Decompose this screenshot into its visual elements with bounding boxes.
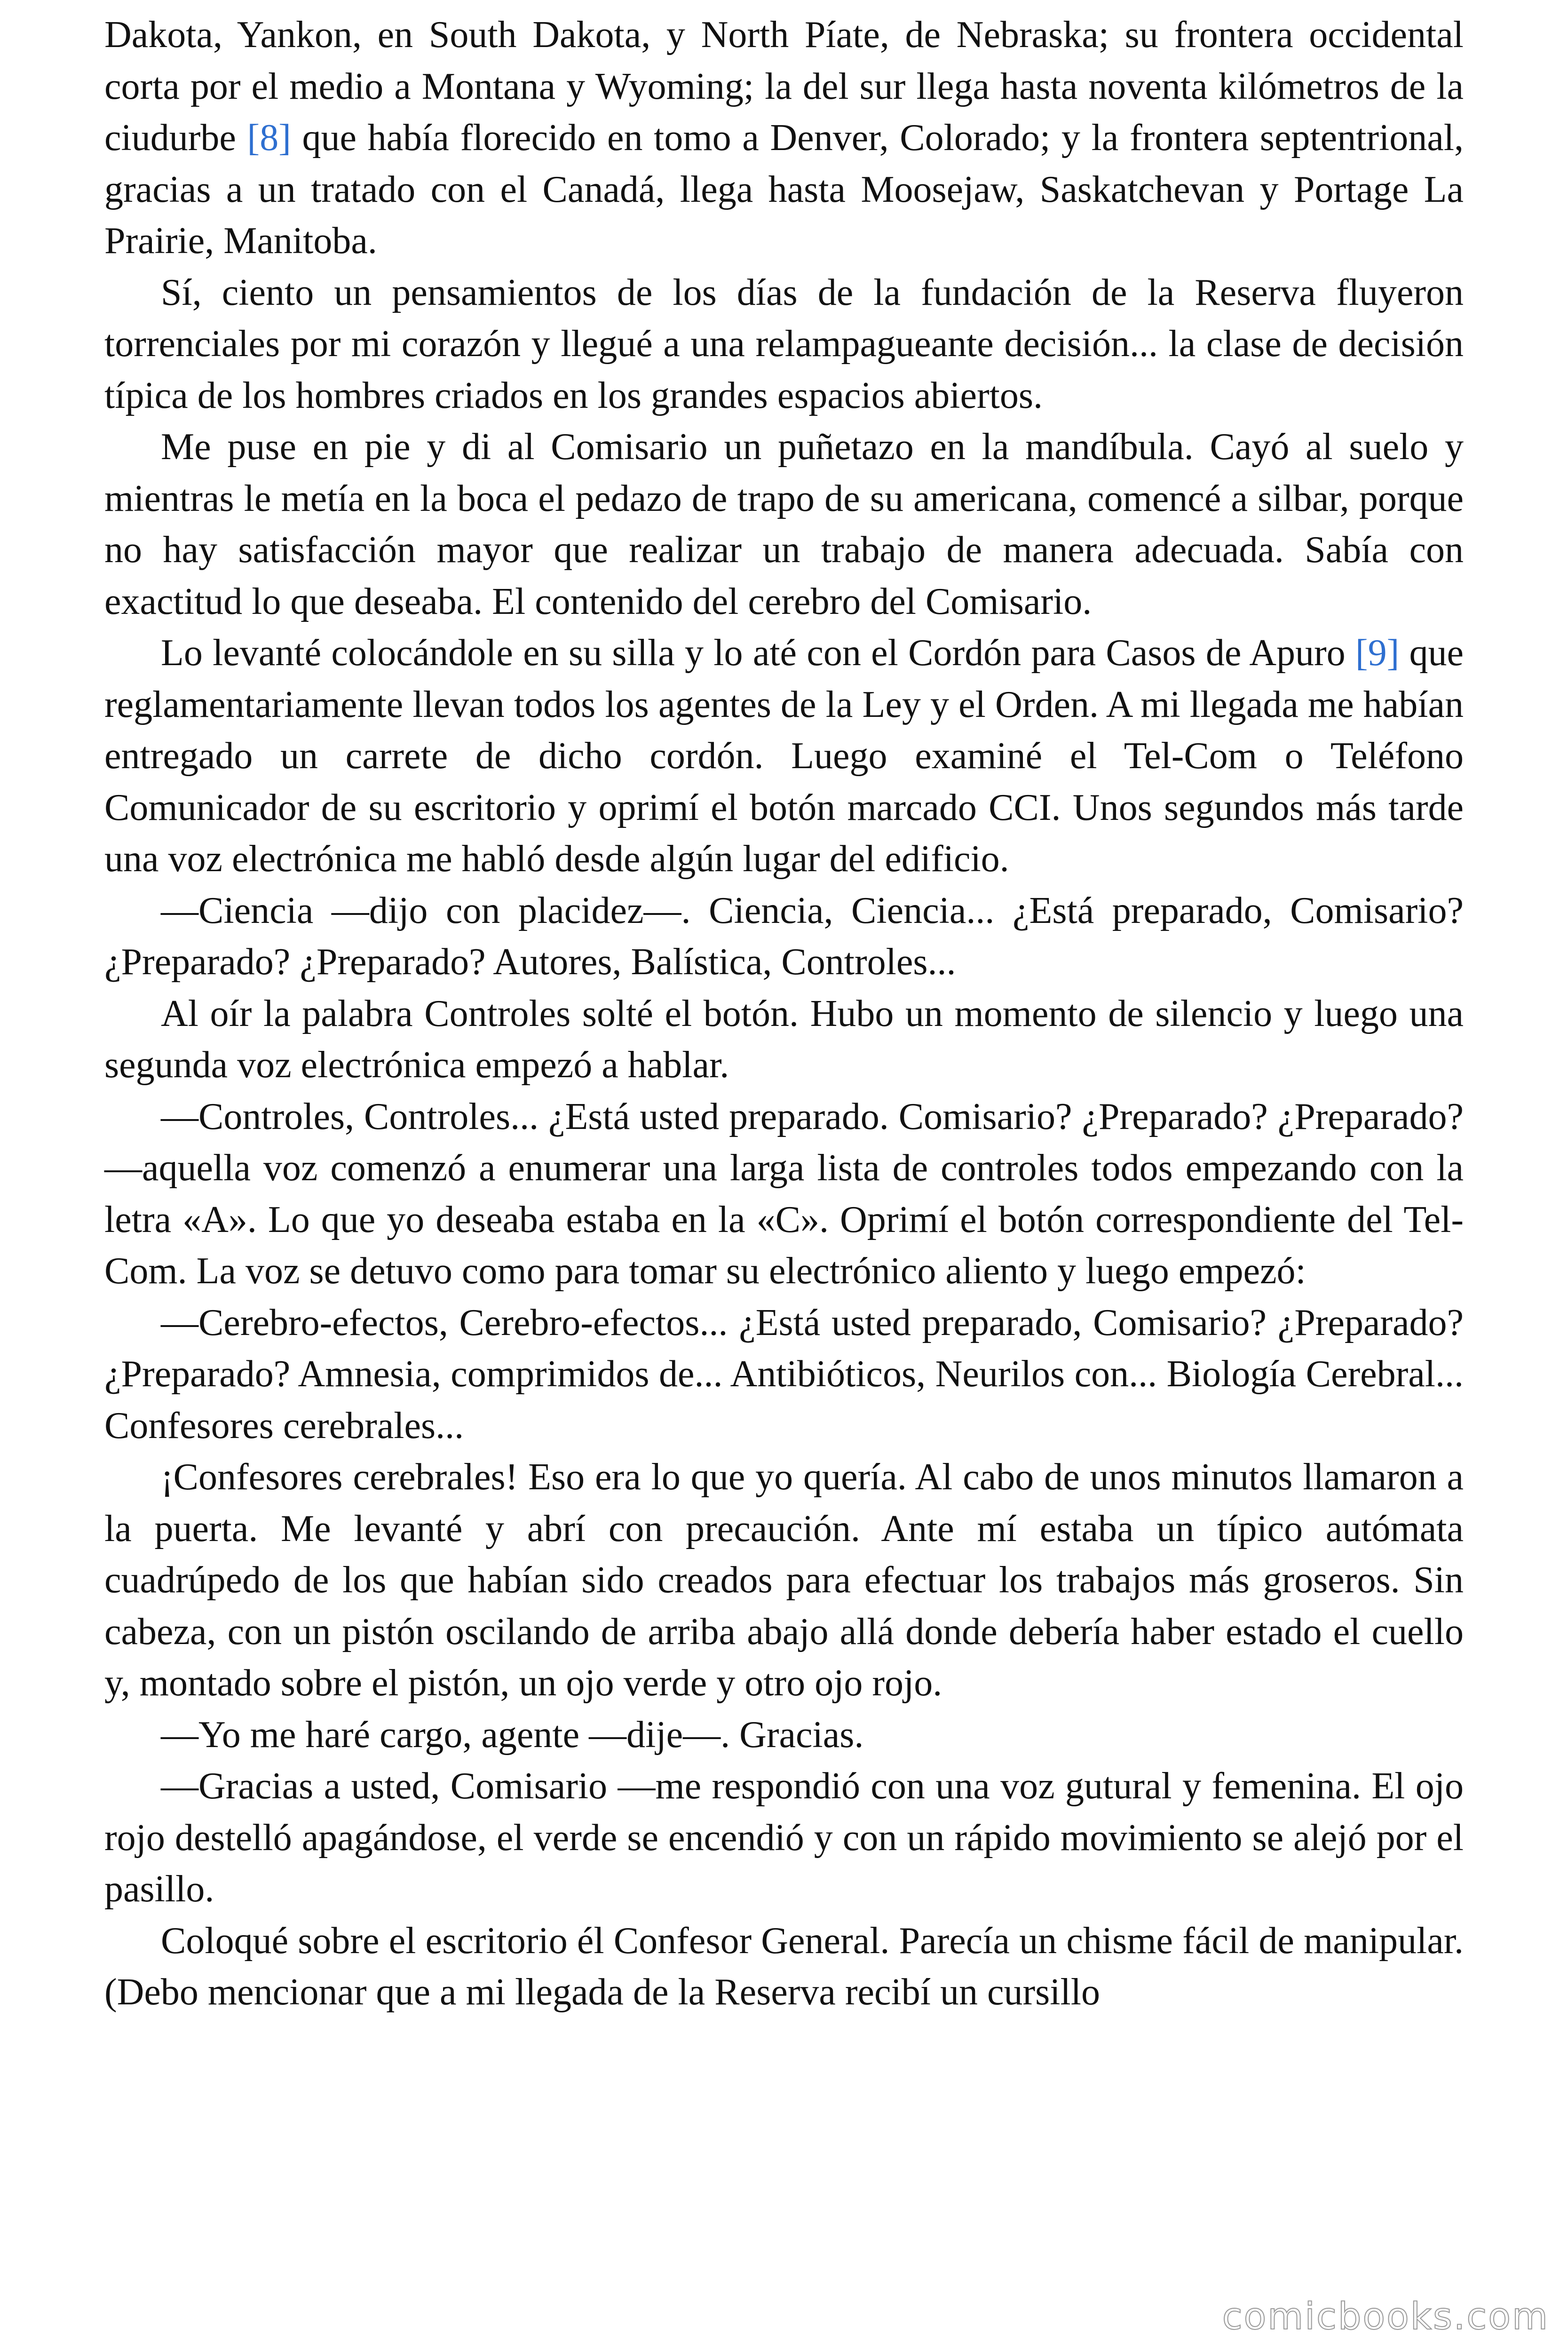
paragraph-text: Coloqué sobre el escritorio él Confesor General. Parecía un chisme fácil de manipular. (Debo mencionar que a mi llegada de la Reserva recibí un cursillo — [104, 1920, 1464, 2013]
watermark-logo: comicbooks.com — [1222, 2296, 1549, 2338]
paragraph-text: que reglamentariamente llevan todos los agentes de la Ley y el Orden. A mi llegada me habían entregado un carrete de dicho cordón. Luego examiné el Tel-Com o Teléfono Comunicador de su escritorio y oprimí el botón marcado CCI. Unos segundos más tarde una voz electrónica me habló desde algún lugar del edificio. — [104, 632, 1464, 880]
paragraph — [104, 1915, 1464, 2018]
paragraph — [104, 988, 1464, 1091]
paragraph-text: Lo levanté colocándole en su silla y lo até con el Cordón para Casos de Apuro — [161, 632, 1355, 674]
paragraph-text: Dakota, Yankon, en South Dakota, y North Píate, de Nebraska; su frontera occidental corta por el medio a Montana y Wyoming; la del sur llega hasta noventa kilómetros de la ciudurbe — [104, 14, 1464, 159]
paragraph — [104, 885, 1464, 988]
paragraph — [104, 1452, 1464, 1709]
paragraph-text: —Controles, Controles... ¿Está usted preparado. Comisario? ¿Preparado? ¿Preparado? —aquella voz comenzó a enumerar una larga lista de controles todos empezando con la letra «A». Lo que yo deseaba estaba en la «C». Oprimí el botón correspondiente del Tel- Com. La voz se detuvo como para tomar su electrónico aliento y luego empezó: — [104, 1096, 1464, 1292]
paragraph-text: Al oír la palabra Controles solté el botón. Hubo un momento de silencio y luego una segunda voz electrónica empezó a hablar. — [104, 993, 1464, 1086]
paragraph — [104, 9, 1464, 267]
footnote-link[interactable]: [9] — [1355, 632, 1400, 674]
paragraph — [104, 267, 1464, 422]
paragraph — [104, 1297, 1464, 1452]
paragraph-text: —Cerebro-efectos, Cerebro-efectos... ¿Está usted preparado, Comisario? ¿Preparado? ¿Preparado? Amnesia, comprimidos de... Antibióticos, Neurilos con... Biología Cerebral... Confesores cerebrales... — [104, 1302, 1464, 1446]
paragraph-text: que había florecido en tomo a Denver, Colorado; y la frontera septentrional, gracias a un tratado con el Canadá, llega hasta Moosejaw, Saskatchevan y Portage La Prairie, Manitoba. — [104, 117, 1464, 262]
paragraph-text: Me puse en pie y di al Comisario un puñetazo en la mandíbula. Cayó al suelo y mientras le metía en la boca el pedazo de trapo de su americana, comencé a silbar, porque no hay satisfacción mayor que realizar un trabajo de manera adecuada. Sabía con exactitud lo que deseaba. El contenido del cerebro del Comisario. — [104, 426, 1464, 622]
paragraph — [104, 421, 1464, 628]
paragraph — [104, 628, 1464, 885]
paragraph — [104, 1091, 1464, 1297]
paragraph-text: Sí, ciento un pensamientos de los días de la fundación de la Reserva fluyeron torrenciales por mi corazón y llegué a una relampagueante decisión... la clase de decisión típica de los hombres criados en los grandes espacios abiertos. — [104, 271, 1464, 416]
paragraph — [104, 1761, 1464, 1915]
book-page — [104, 9, 1464, 2018]
paragraph — [104, 1709, 1464, 1761]
footnote-link[interactable]: [8] — [247, 117, 291, 159]
paragraph-text: ¡Confesores cerebrales! Eso era lo que yo quería. Al cabo de unos minutos llamaron a la puerta. Me levanté y abrí con precaución. Ante mí estaba un típico autómata cuadrúpedo de los que habían sido creados para efectuar los trabajos más groseros. Sin cabeza, con un pistón oscilando de arriba abajo allá donde debería haber estado el cuello y, montado sobre el pistón, un ojo verde y otro ojo rojo. — [104, 1456, 1464, 1704]
paragraph-text: —Gracias a usted, Comisario —me respondió con una voz gutural y femenina. El ojo rojo destelló apagándose, el verde se encendió y con un rápido movimiento se alejó por el pasillo. — [104, 1765, 1464, 1910]
paragraph-text: —Yo me haré cargo, agente —dije—. Gracias. — [161, 1714, 864, 1756]
paragraph-text: —Ciencia —dijo con placidez—. Ciencia, Ciencia... ¿Está preparado, Comisario? ¿Preparado? ¿Preparado? Autores, Balística, Controles... — [104, 890, 1464, 983]
